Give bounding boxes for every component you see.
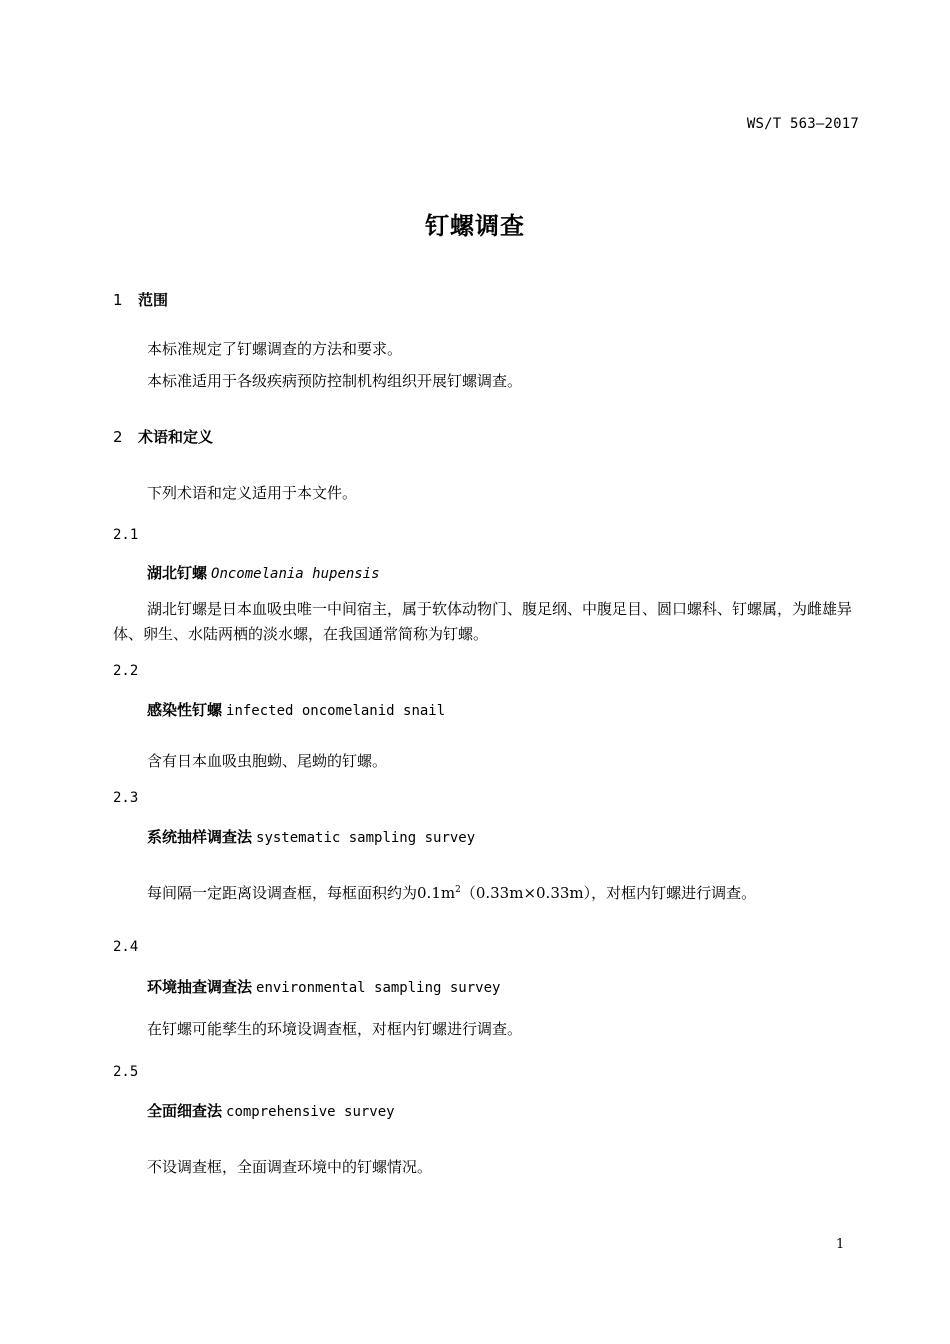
- term-2-1-definition: 湖北钉螺是日本血吸虫唯一中间宿主，属于软体动物门、腹足纲、中腹足目、圆口螺科、钉螺属，为雌雄异体、卵生、水陆两栖的淡水螺，在我国通常简称为钉螺。: [113, 600, 853, 643]
- term-2-2-english: infected oncomelanid snail: [226, 703, 446, 719]
- term-2-3-chinese: 系统抽样调查法: [147, 828, 253, 846]
- term-2-5-definition: 不设调查框，全面调查环境中的钉螺情况。: [147, 1158, 433, 1176]
- term-2-2: [147, 699, 445, 720]
- section-2-intro: 下列术语和定义适用于本文件。: [147, 484, 358, 502]
- page-number: 1: [836, 1237, 845, 1252]
- clause-number-2-3: 2.3: [113, 790, 139, 806]
- section-1-paragraph-2: 本标准适用于各级疾病预防控制机构组织开展钉螺调查。: [147, 372, 523, 390]
- term-2-3-definition: [147, 882, 756, 903]
- term-2-2-chinese: 感染性钉螺: [147, 701, 223, 719]
- term-2-5-english: comprehensive survey: [226, 1104, 395, 1120]
- document-title: 钉螺调查: [425, 212, 525, 240]
- section-1-heading: [113, 289, 168, 310]
- clause-number-2-1: 2.1: [113, 527, 139, 543]
- term-2-3-english: systematic sampling survey: [256, 830, 476, 846]
- clause-number-2-4: 2.4: [113, 939, 139, 955]
- term-2-4-chinese: 环境抽查调查法: [147, 978, 253, 996]
- term-2-5-chinese: 全面细查法: [147, 1102, 223, 1120]
- term-2-2-definition: 含有日本血吸虫胞蚴、尾蚴的钉螺。: [147, 752, 388, 770]
- term-2-3-definition-part-2: （0.33m×0.33m），对框内钉螺进行调查。: [460, 884, 757, 902]
- section-2-title: 术语和定义: [138, 428, 214, 446]
- term-2-3-definition-superscript: 2: [455, 885, 461, 895]
- term-2-4: [147, 976, 500, 997]
- clause-number-2-5: 2.5: [113, 1064, 139, 1080]
- section-2-number: 2: [113, 428, 123, 446]
- section-1-number: 1: [113, 291, 123, 309]
- term-2-1-english: Oncomelania hupensis: [211, 566, 380, 582]
- clause-number-2-2: 2.2: [113, 663, 139, 679]
- term-2-4-definition: 在钉螺可能孳生的环境设调查框，对框内钉螺进行调查。: [147, 1020, 523, 1038]
- term-2-3-definition-part-1: 每间隔一定距离设调查框，每框面积约为0.1m: [147, 884, 456, 902]
- term-2-1: [147, 562, 380, 583]
- section-1-paragraph-1: 本标准规定了钉螺调查的方法和要求。: [147, 340, 403, 358]
- term-2-1-chinese: 湖北钉螺: [147, 564, 208, 582]
- term-2-3: [147, 826, 475, 847]
- term-2-4-english: environmental sampling survey: [256, 980, 501, 996]
- term-2-5: [147, 1100, 395, 1121]
- section-1-title: 范围: [138, 291, 169, 309]
- section-2-heading: [113, 426, 213, 447]
- standard-code: WS/T 563—2017: [746, 116, 859, 132]
